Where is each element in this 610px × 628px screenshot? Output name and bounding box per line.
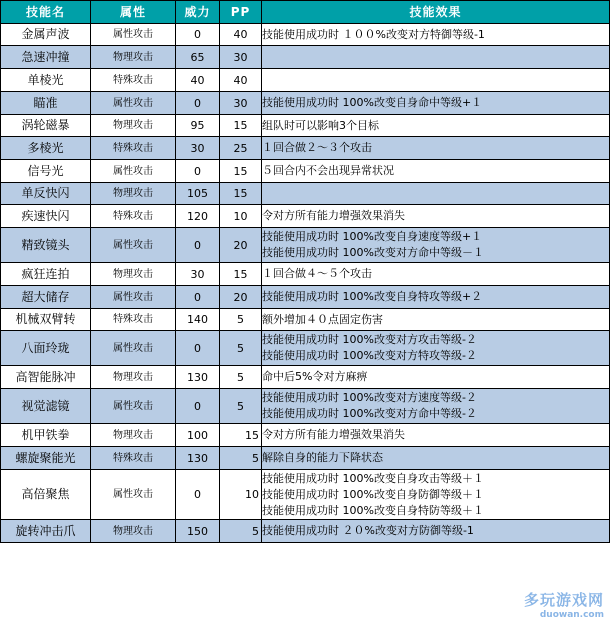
skill-power: 0 xyxy=(176,24,220,46)
skill-power: 100 xyxy=(176,424,220,447)
skill-effect-line: 技能使用成功时 100%改变自身防御等级＋１ xyxy=(262,487,484,501)
skill-power: 130 xyxy=(176,366,220,389)
skill-pp: 10 xyxy=(220,205,262,228)
skill-effect-line: 技能使用成功时 100%改变对方特攻等级-２ xyxy=(262,349,477,362)
skills-table-body xyxy=(1,24,610,543)
skill-power: 0 xyxy=(176,331,220,366)
skill-attr: 特殊攻击 xyxy=(91,309,176,331)
skill-pp: 25 xyxy=(220,137,262,160)
skill-effect xyxy=(262,309,610,331)
skill-power: 0 xyxy=(176,389,220,424)
skill-pp: 15 xyxy=(220,160,262,183)
skill-effect-line: 令对方所有能力增强效果消失 xyxy=(262,209,405,222)
skill-pp: 5 xyxy=(220,366,262,389)
skill-power: 0 xyxy=(176,286,220,309)
table-row xyxy=(1,286,610,309)
skill-name: 金属声波 xyxy=(1,24,91,46)
skill-power: 0 xyxy=(176,228,220,263)
table-row xyxy=(1,366,610,389)
skill-name: 机甲铁拳 xyxy=(1,424,91,447)
table-row xyxy=(1,520,610,543)
table-row xyxy=(1,160,610,183)
skill-name: 视觉滤镜 xyxy=(1,389,91,424)
header-name: 技能名 xyxy=(1,1,91,24)
skill-attr: 属性攻击 xyxy=(91,160,176,183)
skill-effect xyxy=(262,160,610,183)
skill-effect-line: 解除自身的能力下降状态 xyxy=(262,451,383,464)
skill-pp: 20 xyxy=(220,228,262,263)
skill-power: 105 xyxy=(176,183,220,205)
skill-effect xyxy=(262,69,610,92)
skill-name: 螺旋聚能光 xyxy=(1,447,91,470)
skill-power: 120 xyxy=(176,205,220,228)
skill-pp: 40 xyxy=(220,24,262,46)
skill-effect-line: 技能使用成功时 100%改变对方命中等级-２ xyxy=(262,407,477,420)
skill-name: 瞄准 xyxy=(1,92,91,115)
skill-attr: 属性攻击 xyxy=(91,470,176,520)
skill-effect xyxy=(262,46,610,69)
watermark xyxy=(524,589,604,620)
table-row xyxy=(1,309,610,331)
skill-effect xyxy=(262,183,610,205)
skill-effect-line: １回合做４～５个攻击 xyxy=(262,267,372,280)
skill-power: 150 xyxy=(176,520,220,543)
skill-name: 旋转冲击爪 xyxy=(1,520,91,543)
skill-effect-line: 技能使用成功时 100%改变自身攻击等级＋１ xyxy=(262,471,484,485)
skill-attr: 物理攻击 xyxy=(91,263,176,286)
skill-effect-line: 技能使用成功时 100%改变自身特防等级＋１ xyxy=(262,503,484,517)
table-row xyxy=(1,137,610,160)
skill-name: 精致镜头 xyxy=(1,228,91,263)
header-row xyxy=(1,1,610,24)
skill-attr: 物理攻击 xyxy=(91,424,176,447)
skill-effect-line: 额外增加４０点固定伤害 xyxy=(262,312,383,326)
skill-name: 疾速快闪 xyxy=(1,205,91,228)
table-row xyxy=(1,470,610,520)
skill-effect-line: 命中后5%令对方麻痹 xyxy=(262,370,368,383)
skill-attr: 属性攻击 xyxy=(91,228,176,263)
skill-attr: 特殊攻击 xyxy=(91,137,176,160)
table-row xyxy=(1,205,610,228)
skill-power: 40 xyxy=(176,69,220,92)
skill-effect-line: 技能使用成功时 100%改变对方攻击等级-２ xyxy=(262,333,477,346)
skill-pp: 30 xyxy=(220,46,262,69)
table-row xyxy=(1,69,610,92)
skill-effect-line: 技能使用成功时 100%改变对方命中等级－１ xyxy=(262,246,484,259)
skill-effect xyxy=(262,286,610,309)
table-row xyxy=(1,331,610,366)
skill-effect xyxy=(262,24,610,46)
skill-effect-line: 技能使用成功时 ２０%改变对方防御等级-1 xyxy=(262,524,474,537)
skill-effect xyxy=(262,331,610,366)
skill-name: 疯狂连拍 xyxy=(1,263,91,286)
skill-pp: 20 xyxy=(220,286,262,309)
skill-pp: 15 xyxy=(220,424,262,447)
skill-name: 机械双臂转 xyxy=(1,309,91,331)
skill-attr: 属性攻击 xyxy=(91,24,176,46)
skill-name: 高倍聚焦 xyxy=(1,470,91,520)
skill-attr: 物理攻击 xyxy=(91,46,176,69)
table-row xyxy=(1,228,610,263)
watermark-main: 多玩游戏网 xyxy=(523,591,604,609)
skill-name: 单反快闪 xyxy=(1,183,91,205)
skill-pp: 15 xyxy=(220,183,262,205)
skill-effect xyxy=(262,137,610,160)
skill-effect xyxy=(262,424,610,447)
skill-power: 65 xyxy=(176,46,220,69)
skill-effect xyxy=(262,115,610,137)
skill-pp: 10 xyxy=(220,470,262,520)
skill-power: 130 xyxy=(176,447,220,470)
skill-effect xyxy=(262,228,610,263)
skill-pp: 40 xyxy=(220,69,262,92)
table-row xyxy=(1,183,610,205)
skill-effect-line: 技能使用成功时 １００%改变对方特御等级-1 xyxy=(262,27,485,41)
table-row xyxy=(1,115,610,137)
header-attr: 属性 xyxy=(91,1,176,24)
skill-attr: 属性攻击 xyxy=(91,286,176,309)
skill-attr: 属性攻击 xyxy=(91,92,176,115)
skill-name: 超大储存 xyxy=(1,286,91,309)
skill-effect-line: 技能使用成功时 100%改变自身命中等级+１ xyxy=(262,96,483,109)
skill-effect-line: 技能使用成功时 100%改变对方速度等级-２ xyxy=(262,391,477,404)
skill-effect xyxy=(262,447,610,470)
skill-name: 八面玲珑 xyxy=(1,331,91,366)
skill-pp: 30 xyxy=(220,92,262,115)
skill-pp: 5 xyxy=(220,520,262,543)
skill-pp: 15 xyxy=(220,263,262,286)
skill-effect xyxy=(262,205,610,228)
skill-effect-line: 组队时可以影响3个目标 xyxy=(262,118,379,132)
header-effect: 技能效果 xyxy=(262,1,610,24)
skill-power: 140 xyxy=(176,309,220,331)
skill-name: 涡轮磁暴 xyxy=(1,115,91,137)
skill-name: 单棱光 xyxy=(1,69,91,92)
skill-pp: 5 xyxy=(220,389,262,424)
skill-attr: 属性攻击 xyxy=(91,389,176,424)
skill-effect xyxy=(262,366,610,389)
table-row xyxy=(1,424,610,447)
skill-effect-line: １回合做２～３个攻击 xyxy=(262,141,372,154)
skill-attr: 物理攻击 xyxy=(91,183,176,205)
table-row xyxy=(1,46,610,69)
skill-effect xyxy=(262,263,610,286)
skill-power: 30 xyxy=(176,263,220,286)
skill-attr: 属性攻击 xyxy=(91,331,176,366)
skill-power: 0 xyxy=(176,160,220,183)
watermark-url: duowan.com xyxy=(539,610,604,620)
skill-effect-line: 技能使用成功时 100%改变自身特攻等级+２ xyxy=(262,290,483,303)
skill-attr: 特殊攻击 xyxy=(91,69,176,92)
skill-effect xyxy=(262,520,610,543)
skill-power: 0 xyxy=(176,92,220,115)
skill-effect-line: ５回合内不会出现异常状况 xyxy=(262,164,394,177)
skill-effect-line: 令对方所有能力增强效果消失 xyxy=(262,428,405,441)
skill-name: 信号光 xyxy=(1,160,91,183)
skill-effect xyxy=(262,470,610,520)
skill-power: 30 xyxy=(176,137,220,160)
skill-effect xyxy=(262,389,610,424)
skill-name: 高智能脉冲 xyxy=(1,366,91,389)
skill-pp: 5 xyxy=(220,331,262,366)
skill-pp: 5 xyxy=(220,309,262,331)
skill-attr: 物理攻击 xyxy=(91,520,176,543)
skill-attr: 物理攻击 xyxy=(91,366,176,389)
skill-effect xyxy=(262,92,610,115)
skill-power: 0 xyxy=(176,470,220,520)
header-pp: PP xyxy=(220,1,262,24)
table-row xyxy=(1,389,610,424)
skill-name: 多棱光 xyxy=(1,137,91,160)
table-row xyxy=(1,447,610,470)
table-row xyxy=(1,24,610,46)
skill-name: 急速冲撞 xyxy=(1,46,91,69)
table-row xyxy=(1,263,610,286)
table-row xyxy=(1,92,610,115)
skill-pp: 5 xyxy=(220,447,262,470)
header-power: 威力 xyxy=(176,1,220,24)
skill-attr: 特殊攻击 xyxy=(91,447,176,470)
skill-power: 95 xyxy=(176,115,220,137)
skill-attr: 物理攻击 xyxy=(91,115,176,137)
skill-attr: 特殊攻击 xyxy=(91,205,176,228)
skill-pp: 15 xyxy=(220,115,262,137)
skill-effect-line: 技能使用成功时 100%改变自身速度等级+１ xyxy=(262,230,483,243)
